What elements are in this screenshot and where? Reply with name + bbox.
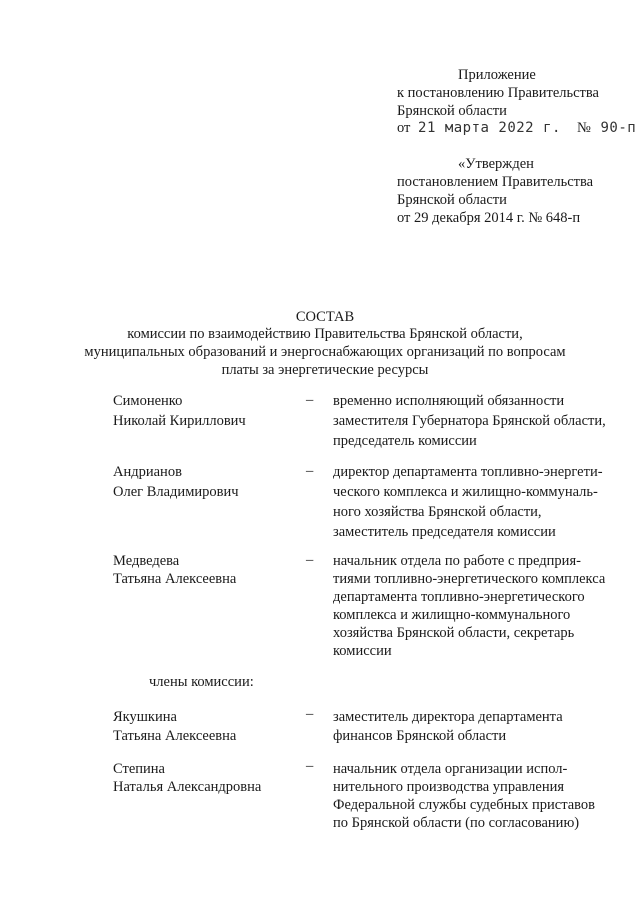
approved-line: Брянской области (397, 192, 507, 208)
dash: – (306, 706, 314, 722)
approved-line: постановлением Правительства (397, 174, 594, 190)
member-role-line: заместитель директора департамента (333, 709, 563, 725)
member-surname: Симоненко (113, 393, 183, 409)
document-subtitle: комиссии по взаимодействию Правительства Брянской области, (127, 326, 523, 342)
appendix-number (577, 119, 636, 137)
dash: – (306, 552, 314, 568)
member-given-name: Николай Кириллович (113, 413, 246, 429)
appendix-line: к постановлению Правительства (397, 85, 599, 101)
member-role-line: директор департамента топливно-энергети- (333, 464, 603, 480)
document-title: СОСТАВ (295, 309, 355, 325)
appendix-title: Приложение (458, 67, 536, 83)
date-prefix: от (397, 120, 411, 136)
member-role-line: заместителя Губернатора Брянской области, (333, 413, 606, 429)
member-role-line: начальник отдела организации испол- (333, 761, 568, 777)
member-role-line: ного хозяйства Брянской области, (333, 504, 542, 520)
approved-line: от 29 декабря 2014 г. № 648-п (397, 210, 581, 226)
document-subtitle: платы за энергетические ресурсы (221, 362, 429, 378)
member-role-line: хозяйства Брянской области, секретарь (333, 625, 575, 641)
member-given-name: Наталья Александровна (113, 779, 262, 795)
member-role-line: тиями топливно-энергетического комплекса (333, 571, 606, 587)
member-role-line: департамента топливно-энергетического (333, 589, 585, 605)
member-given-name: Олег Владимирович (113, 484, 239, 500)
appendix-line: Брянской области (397, 103, 507, 119)
member-role-line: комплекса и жилищно-коммунального (333, 607, 571, 623)
member-role-line: заместитель председателя комиссии (333, 524, 556, 540)
dash: – (306, 463, 314, 479)
handwritten-number: 90-п (600, 120, 637, 136)
handwritten-date: 21 марта 2022 г. (418, 120, 561, 136)
approved-title: «Утвержден (458, 156, 534, 172)
appendix-date-line (397, 119, 561, 137)
member-given-name: Татьяна Алексеевна (113, 571, 237, 587)
dash: – (306, 392, 314, 408)
member-role-line: нительного производства управления (333, 779, 565, 795)
member-role-line: финансов Брянской области (333, 728, 507, 744)
member-role-line: временно исполняющий обязанности (333, 393, 565, 409)
member-role-line: Федеральной службы судебных приставов (333, 797, 596, 813)
member-role-line: ческого комплекса и жилищно-коммуналь- (333, 484, 598, 500)
member-given-name: Татьяна Алексеевна (113, 728, 237, 744)
member-surname: Медведева (113, 553, 180, 569)
member-role-line: комиссии (333, 643, 392, 659)
dash: – (306, 758, 314, 774)
number-sign: № (577, 120, 591, 136)
member-surname: Андрианов (113, 464, 182, 480)
document-subtitle: муниципальных образований и энергоснабжающих организаций по вопросам (84, 344, 566, 360)
member-role-line: председатель комиссии (333, 433, 477, 449)
members-label: члены комиссии: (149, 674, 254, 690)
member-role-line: по Брянской области (по согласованию) (333, 815, 580, 831)
member-surname: Якушкина (113, 709, 177, 725)
member-role-line: начальник отдела по работе с предприя- (333, 553, 581, 569)
member-surname: Степина (113, 761, 165, 777)
